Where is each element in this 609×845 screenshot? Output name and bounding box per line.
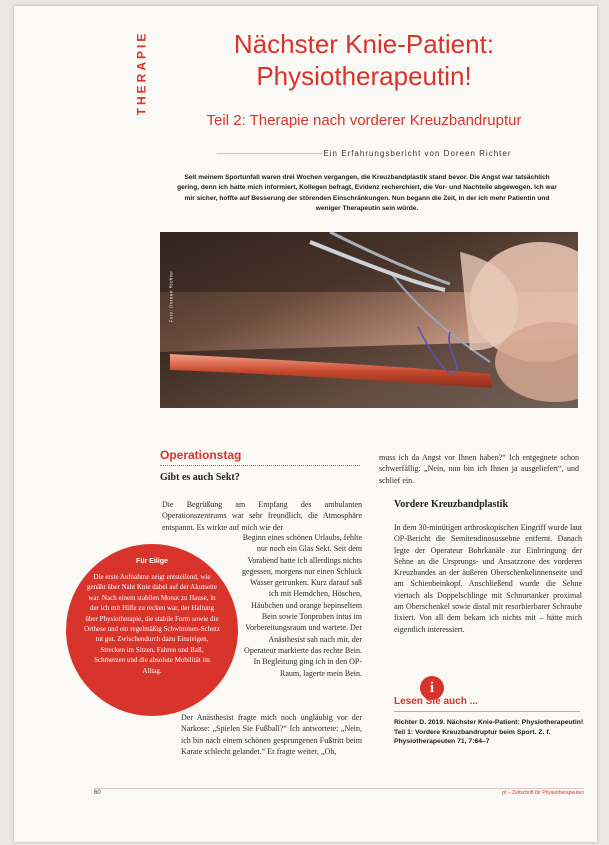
divider bbox=[160, 465, 360, 466]
byline: — — — — — — — — — — — — — Ein Erfahrungsbericht von Doreen Richter bbox=[216, 149, 512, 158]
read-more-heading: Lesen Sie auch ... bbox=[394, 696, 478, 707]
page-number: 60 bbox=[94, 790, 101, 796]
section-tag: THERAPIE bbox=[134, 30, 148, 116]
article-subtitle: Teil 2: Therapie nach vorderer Kreuzbandruptur bbox=[206, 112, 522, 129]
section-heading-operationstag: Operationstag bbox=[160, 448, 242, 462]
title-line-2: Physiotherapeutin! bbox=[256, 61, 472, 91]
body-paragraph-1a: Die Begrüßung am Empfang des ambulanten Operationszentrums war sehr freundlich, die Atmosphäre entspannt. Es wirkte auf mich wie der bbox=[162, 500, 362, 532]
photo-credit: Foto: Doreen Richter bbox=[168, 270, 174, 322]
section-heading-kreuzbandplastik: Vordere Kreuzbandplastik bbox=[394, 499, 508, 510]
article-title bbox=[164, 28, 564, 92]
surgery-photo bbox=[160, 232, 578, 408]
read-more-reference: Richter D. 2019. Nächster Knie-Patient: Physiotherapeutin! Teil 1: Vordere Kreuzbandruptur beim Sport. Z. f. Physiotherapeuten 71, 7:64–7 bbox=[394, 719, 584, 745]
info-icon: i bbox=[420, 676, 444, 700]
body-paragraph-2a: muss ich da Angst vor Ihnen haben?“ Ich entgegnete schon schwerfällig: „Nein, nun bin ich Ihnen ja ausgeliefert“, und schlief ein. bbox=[379, 453, 579, 485]
summary-text: Die erste Aufnahme zeigt entstellend, wie genäht über Naht Knie dabei auf der Akutseite war. Nach einem stabilen Monat zu Hause, in der ich mit Hilfe zu recken war, der Haltung über Physiotherapie, die stabile Form sowie die Orthese und ein regelmäßig Schwimmen-Schutz tut gut. Zwischendurch dazu Einsteigen, Strecken im Sitzen, Fahren und Ball, Schmerzen und die absolute Mobilität im Alltag. bbox=[84, 573, 220, 675]
lead-paragraph: Seit meinem Sportunfall waren drei Wochen vergangen, die Kreuzbandplastik stand bevor. Die Angst war tatsächlich gering, denn ich hatte mich informiert, Kollegen befragt, Evidenz recherchiert, die Vor- und Nachteile abgewogen. Ich war mir sicher, hoffte auf Besserung der störenden Einschränkungen. Nun begann die Zeit, in der ich mehr Patientin und weniger Therapeutin sein würde. bbox=[177, 173, 557, 213]
summary-circle bbox=[66, 544, 238, 716]
summary-title: Für Eilige bbox=[136, 558, 168, 565]
byline-text: Ein Erfahrungsbericht von Doreen Richter bbox=[323, 149, 512, 158]
title-line-1: Nächster Knie-Patient: bbox=[233, 29, 495, 59]
magazine-name: pt – Zeitschrift für Physiotherapeuten bbox=[502, 790, 584, 796]
footer-divider bbox=[94, 788, 584, 789]
divider bbox=[394, 711, 580, 712]
section-subheading-sekt: Gibt es auch Sekt? bbox=[160, 472, 240, 483]
magazine-page bbox=[14, 6, 597, 842]
body-paragraph-1b: Beginn eines schönen Urlaubs, fehlte nur noch ein Glas Sekt. Seit dem Vorabend hatte ich allerdings nichts gegessen, morgens nur einen Schluck Wasser getrunken. Kurz darauf saß ich mit Hemdchen, Höschen, Häubchen und orange bepinseltem Bein sowie Tonproben intus im Vorbereitungsraum und wartete. Der Anästhesist sah nach mir, der Operateur markierte das rechte Bein. In Begleitung ging ich in den OP-Raum, lagerte mein Bein. bbox=[241, 533, 362, 678]
body-paragraph-2b: In dem 30-minütigen arthroskopischen Eingriff wurde laut OP-Bericht die Semitendinosussehne entfernt. Danach legte der Operateur Bohrkanäle zur Einbringung der Sehne an die Ursprungs- und Ansatzzone des vorderen Kreuzbandes an der äußeren Oberschenkelinnenseite und am Schienbeinkopf. Anschließend wurde die Sehne viertach als Doppelschlinge mit Schnurtanker proximal am Oberschenkel sowie distal mit resorbierbarer Schraube fixiert. Von all dem bekam ich nichts mit – hätte mich eigentlich interessiert. bbox=[394, 523, 582, 634]
body-paragraph-1c: Der Anästhesist fragte mich noch ungläubig vor der Narkose: „Spielen Sie Fußball?“ Ich antwortete: „Nein, ich bin nach einem schönen gesprungenen Fußtritt beim Karate schlecht gelandet.“ Er fragte weiter, „Oh, bbox=[181, 713, 362, 756]
